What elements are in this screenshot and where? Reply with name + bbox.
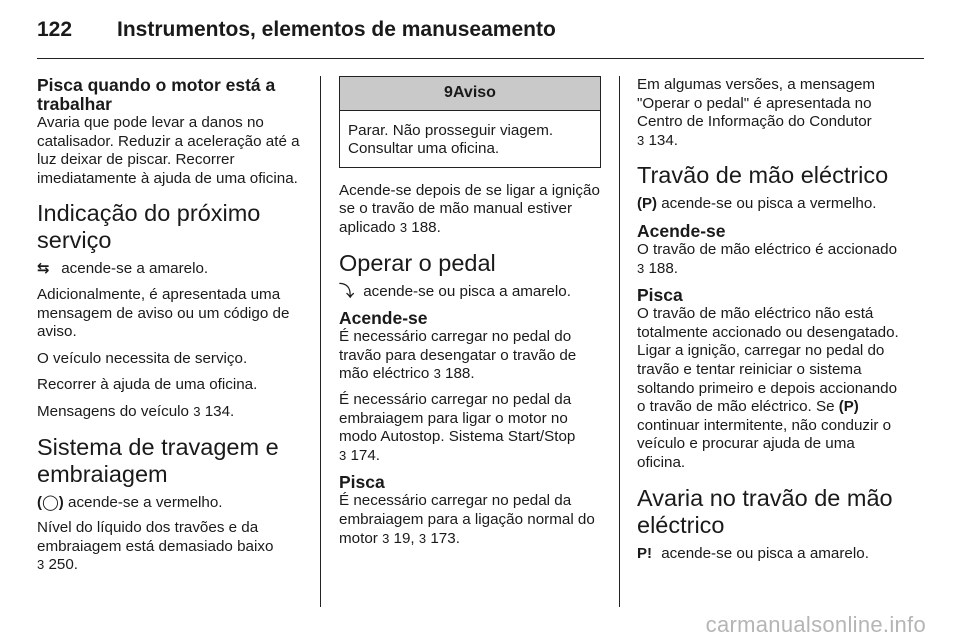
paragraph: Em algumas versões, a mensagem "Operar o pedal" é apresentada no Centro de Informação do Condutor 3 134.	[637, 76, 876, 149]
header-rule	[37, 58, 924, 59]
paragraph: Adicionalmente, é apresentada uma mensagem de aviso ou um código de aviso.	[37, 285, 290, 341]
page-reference-icon: 3	[339, 447, 347, 463]
service-wrench-icon: ⇆	[37, 260, 50, 278]
paragraph: O travão de mão eléctrico não está totalmente accionado ou desengatado. Ligar a ignição, carregar no pedal do travão e tentar reiniciar o sistema soltando primeiro e depois accionando o travão de mão eléctrico. Se (P) continuar intermitente, não conduzir o veículo e procurar ajuda de uma oficina.	[637, 305, 899, 471]
page-link[interactable]: 188.	[445, 365, 475, 383]
clutch-pedal-icon: ⤵	[339, 282, 355, 300]
page-reference-icon: 3	[433, 366, 441, 382]
page-link[interactable]: 134.	[204, 402, 235, 420]
subsection-heading: Pisca	[339, 472, 385, 493]
indicator-line: ⤵ acende-se ou pisca a amarelo.	[339, 282, 571, 300]
column-2	[339, 76, 601, 556]
page-link[interactable]: 174.	[350, 446, 381, 464]
page-link[interactable]: 19,	[393, 529, 415, 547]
page-reference-icon: 3	[637, 132, 645, 148]
page-title: Instrumentos, elementos de manuseamento	[117, 18, 556, 41]
page-reference-icon: 3	[382, 530, 390, 546]
page-link[interactable]: 250.	[48, 556, 79, 574]
indicator-line: ⇆ acende-se a amarelo.	[37, 260, 209, 278]
page-link[interactable]: 188.	[648, 259, 679, 277]
page-number: 122	[37, 18, 73, 41]
indicator-line: (◯) acende-se a vermelho.	[37, 493, 223, 511]
section-title: Travão de mão eléctrico	[637, 162, 889, 189]
paragraph: O veículo necessita de serviço.	[37, 349, 248, 367]
page-reference-icon: 3	[193, 403, 201, 419]
paragraph: Recorrer à ajuda de uma oficina.	[37, 376, 258, 394]
page-reference-icon: 3	[637, 260, 645, 276]
brake-warning-icon: (◯)	[37, 493, 64, 511]
column-divider-1	[320, 76, 321, 607]
watermark: carmanualsonline.info	[705, 612, 926, 637]
warning-icon: 9	[444, 84, 453, 101]
subsection-heading: Acende-se	[339, 308, 428, 329]
page-link[interactable]: 188.	[411, 218, 441, 236]
page-link[interactable]: 173.	[430, 529, 460, 547]
section-title: Indicação do próximo serviço	[37, 200, 261, 254]
parking-brake-icon: (P)	[637, 195, 657, 213]
subsection-heading: Pisca	[637, 285, 683, 306]
paragraph: Nível do líquido dos travões e da embraiagem está demasiado baixo 3 250.	[37, 519, 274, 574]
warning-text: Parar. Não prosseguir viagem. Consultar uma oficina.	[348, 121, 554, 158]
subsection-heading: Acende-se	[637, 220, 726, 241]
page-reference-icon: 3	[399, 219, 408, 235]
indicator-line: P! acende-se ou pisca a amarelo.	[637, 544, 869, 562]
column-1	[37, 76, 307, 583]
parking-brake-fault-icon: P!	[637, 544, 652, 562]
section-title: Operar o pedal	[339, 249, 496, 276]
paragraph: O travão de mão eléctrico é accionado 3 188.	[637, 240, 898, 277]
paragraph: Mensagens do veículo 3 134.	[37, 402, 235, 420]
page-reference-icon: 3	[37, 557, 45, 573]
section-title: Avaria no travão de mão eléctrico	[637, 484, 893, 538]
paragraph: É necessário carregar no pedal da embraiagem para a ligação normal do motor 3 19, 3 173.	[339, 492, 595, 547]
paragraph: É necessário carregar no pedal da embraiagem para ligar o motor no modo Autostop. Sistema Start/Stop 3 174.	[339, 390, 576, 464]
page-header	[37, 18, 556, 42]
indicator-line: (P) acende-se ou pisca a vermelho.	[637, 195, 877, 213]
section-heading: Pisca quando o motor está a trabalhar	[37, 75, 276, 114]
column-3	[637, 76, 905, 571]
section-title: Sistema de travagem e embraiagem	[37, 433, 279, 487]
paragraph: Acende-se depois de se ligar a ignição se o travão de mão manual estiver aplicado 3 188.	[339, 181, 600, 236]
paragraph: Avaria que pode levar a danos no catalisador. Reduzir a aceleração até a luz deixar de piscar. Recorrer imediatamente à ajuda de uma oficina.	[37, 114, 300, 187]
paragraph: É necessário carregar no pedal do travão para desengatar o travão de mão eléctrico 3 188.	[339, 328, 577, 383]
warning-title: 9Aviso	[340, 77, 600, 111]
parking-brake-icon: (P)	[838, 398, 859, 416]
page-link[interactable]: 134.	[648, 131, 679, 149]
column-divider-2	[619, 76, 620, 607]
warning-box	[339, 76, 601, 168]
page-reference-icon: 3	[418, 530, 427, 546]
